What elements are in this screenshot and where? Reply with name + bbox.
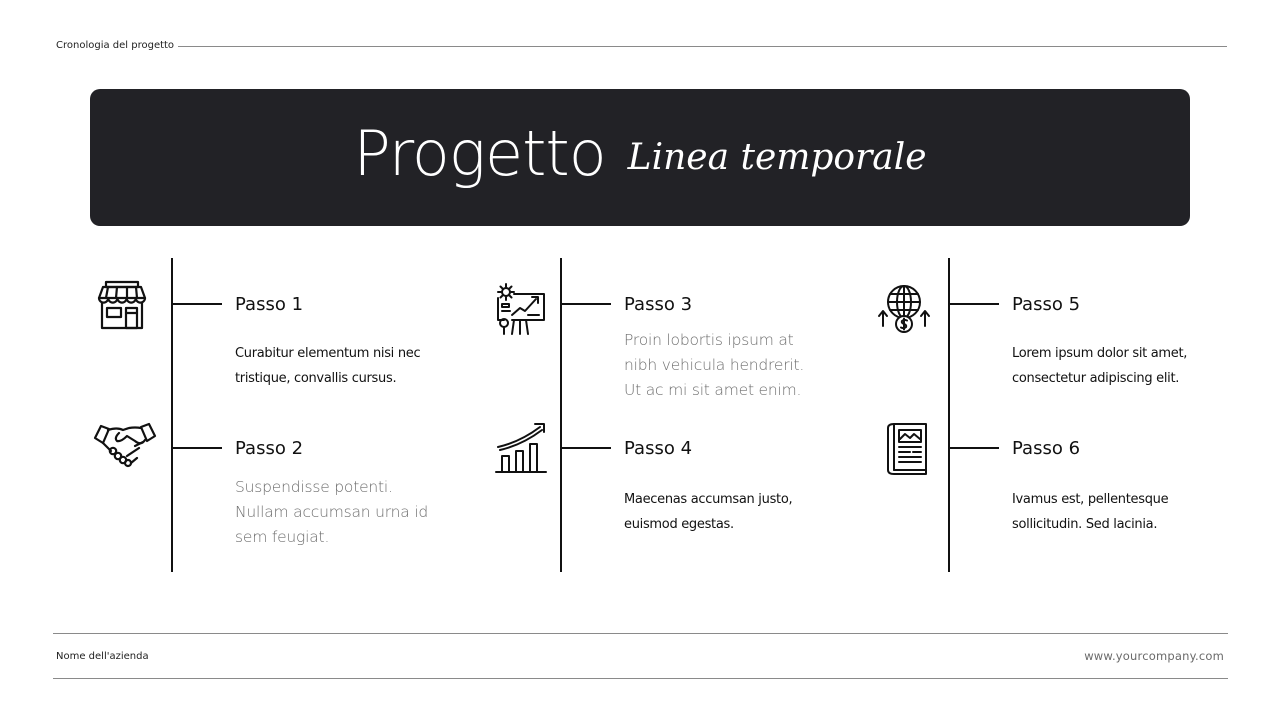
step-5-description: Lorem ipsum dolor sit amet, consectetur adipiscing elit. (1012, 346, 1188, 386)
section-label: Cronologia del progetto (56, 40, 175, 51)
step-2-title: Passo 2 (235, 438, 304, 459)
footer-divider-bottom (53, 678, 1228, 679)
connector-step-2 (173, 447, 222, 449)
connector-step-5 (950, 303, 999, 305)
connector-step-3 (562, 303, 611, 305)
global-finance-icon (876, 282, 932, 336)
banner-title-main: Progetto (353, 117, 606, 190)
company-name: Nome dell'azienda (56, 651, 149, 662)
step-4-description: Maecenas accumsan justo, euismod egestas. (624, 492, 793, 532)
timeline-line-2 (560, 258, 562, 572)
timeline-line-1 (171, 258, 173, 572)
step-2-description: Suspendisse potenti. Nullam accumsan urna id sem feugiat. (235, 478, 429, 546)
header-divider (178, 46, 1227, 47)
step-1-description: Curabitur elementum nisi nec tristique, convallis cursus. (235, 346, 421, 386)
step-6-description: Ivamus est, pellentesque sollicitudin. Sed lacinia. (1012, 492, 1169, 532)
presentation-board-icon (492, 282, 550, 338)
timeline-line-3 (948, 258, 950, 572)
handshake-icon (91, 418, 159, 472)
step-6-title: Passo 6 (1012, 438, 1081, 459)
step-1-title: Passo 1 (235, 294, 304, 315)
step-5-title: Passo 5 (1012, 294, 1081, 315)
step-3-description: Proin lobortis ipsum at nibh vehicula hendrerit. Ut ac mi sit amet enim. (624, 331, 805, 399)
step-3-title: Passo 3 (624, 294, 693, 315)
storefront-icon (89, 272, 155, 338)
website-link[interactable]: www.yourcompany.com (1084, 649, 1224, 663)
connector-step-1 (173, 303, 222, 305)
title-banner (90, 89, 1190, 226)
step-4-title: Passo 4 (624, 438, 693, 459)
newspaper-icon (884, 420, 932, 476)
connector-step-6 (950, 447, 999, 449)
banner-title-sub: Linea temporale (627, 137, 927, 178)
growth-chart-icon (492, 420, 550, 476)
footer-divider-top (53, 633, 1228, 634)
connector-step-4 (562, 447, 611, 449)
